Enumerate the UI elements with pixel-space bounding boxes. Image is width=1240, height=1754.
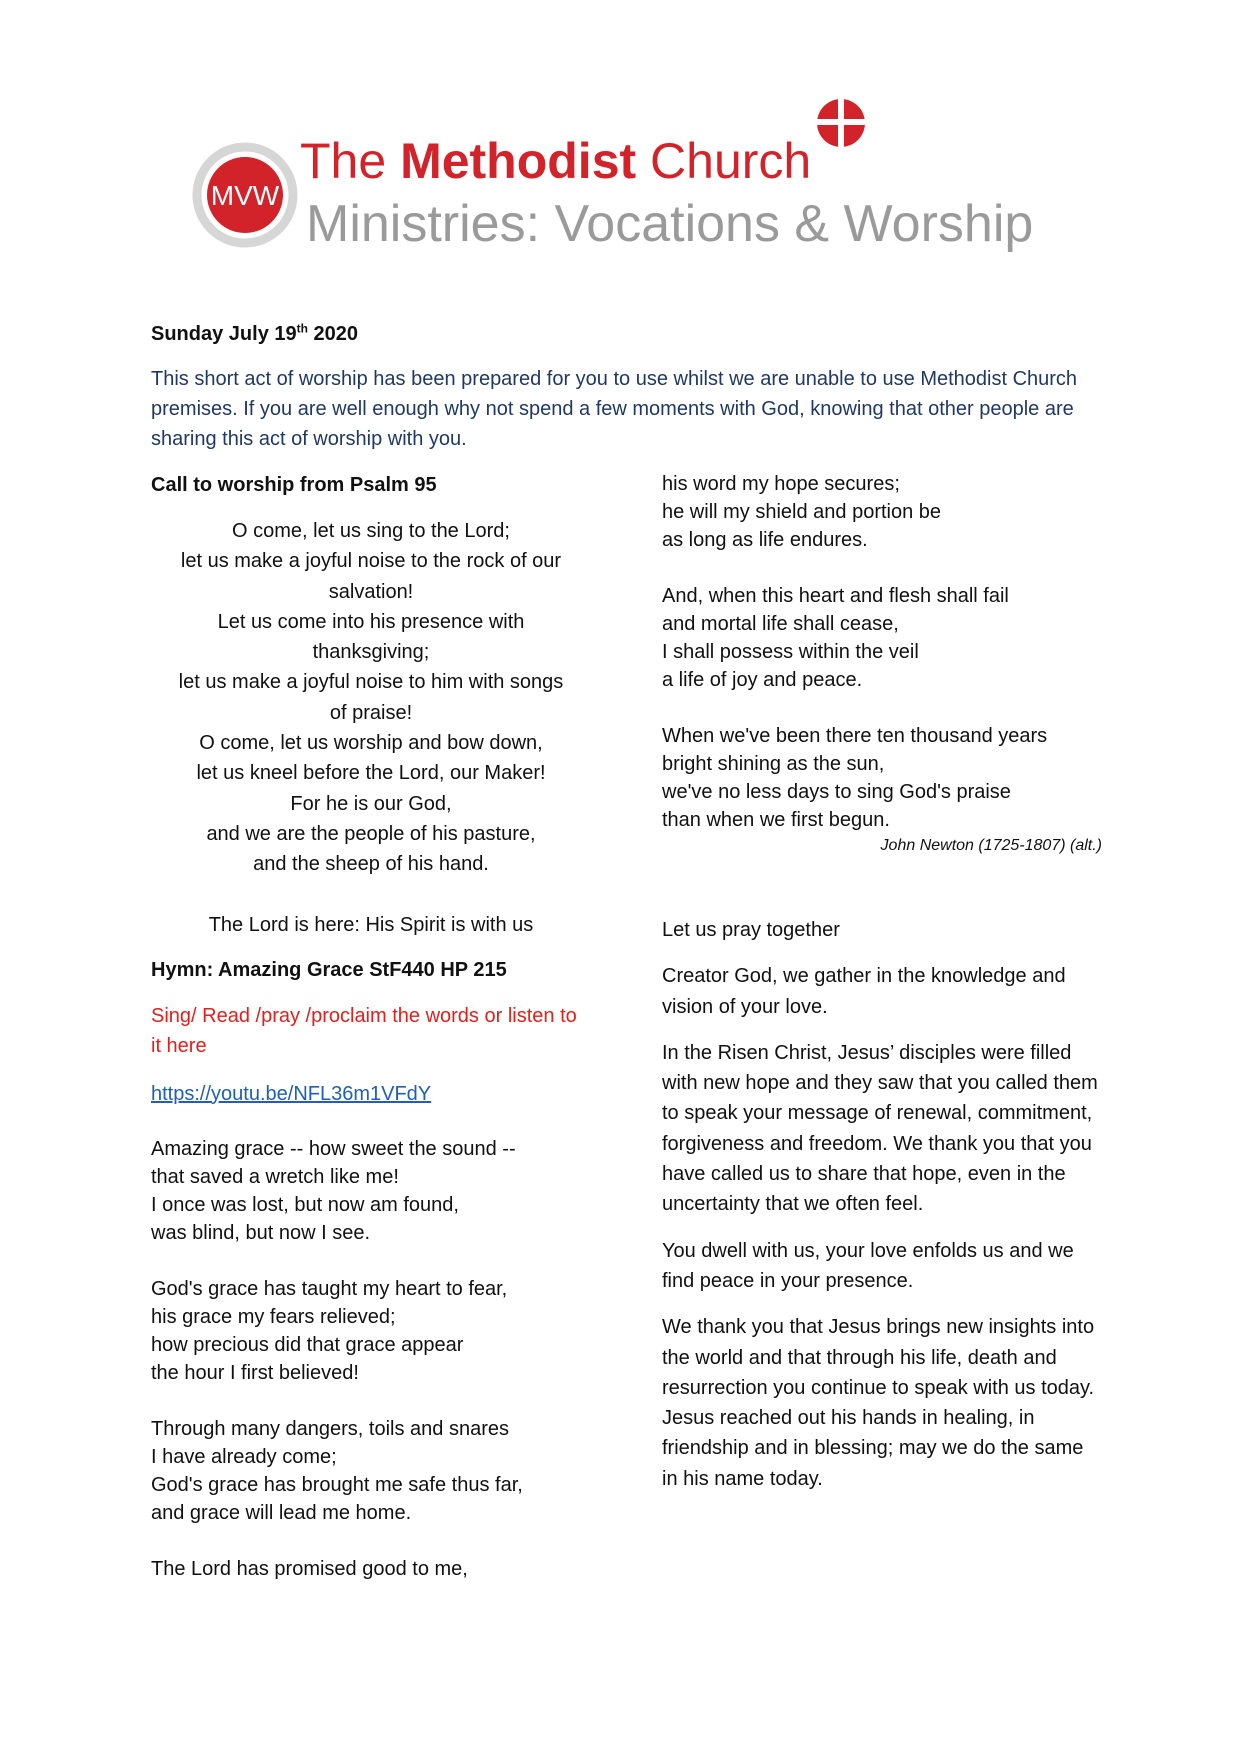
stanza-line: he will my shield and portion be xyxy=(662,501,942,523)
psalm-line: thanksgiving; xyxy=(312,641,430,664)
hymn-attribution: John Newton (1725-1807) (alt.) xyxy=(880,837,1102,854)
hymn-stanza-2 xyxy=(151,1275,591,1387)
stanza-line: And, when this heart and flesh shall fail xyxy=(662,585,1009,607)
right-column xyxy=(662,470,1102,1494)
prayer-paragraph-2: In the Risen Christ, Jesus’ disciples were filled with new hope and they saw that you called them to speak your message of renewal, commitment, forgiveness and freedom. We thank you that you have called us to share that hope, even in the uncertainty that we often feel. xyxy=(662,1041,1098,1216)
hymn-stanza-3 xyxy=(151,1415,591,1527)
psalm-line: and we are the people of his pasture, xyxy=(206,822,536,845)
stanza-line: that saved a wretch like me! xyxy=(151,1165,399,1188)
methodist-logo-header xyxy=(192,92,1092,262)
psalm-line: salvation! xyxy=(328,580,414,603)
psalm-line: of praise! xyxy=(329,701,413,724)
hymn-stanza-1 xyxy=(151,1135,591,1247)
stanza-line: I once was lost, but now am found, xyxy=(151,1193,459,1216)
psalm-line: let us kneel before the Lord, our Maker! xyxy=(196,762,546,785)
hymn-stanza-6 xyxy=(662,722,1102,834)
stanza-line: how precious did that grace appear xyxy=(151,1333,464,1356)
logo-title-church: Church xyxy=(636,133,812,189)
logo-mark-text: MVW xyxy=(210,180,280,211)
stanza-line: his word my hope secures; xyxy=(662,473,900,495)
date-suffix: th xyxy=(296,321,308,336)
psalm-line: let us make a joyful noise to him with songs xyxy=(178,671,564,694)
psalm-line: Let us come into his presence with xyxy=(217,610,525,633)
stanza-line: than when we first begun. xyxy=(662,809,890,831)
call-response: The Lord is here: His Spirit is with us xyxy=(208,913,534,936)
psalm-line: For he is our God, xyxy=(290,792,452,815)
stanza-line: The Lord has promised good to me, xyxy=(151,1557,468,1580)
hymn-stanza-4-continued xyxy=(662,470,1102,554)
left-column xyxy=(151,470,591,1583)
stanza-line: God's grace has taught my heart to fear, xyxy=(151,1277,508,1300)
logo-title xyxy=(300,133,812,189)
hymn-stanza-4-start xyxy=(151,1555,591,1583)
stanza-line: When we've been there ten thousand years xyxy=(662,725,1048,747)
hymn-youtube-link[interactable]: https://youtu.be/NFL36m1VFdY xyxy=(151,1082,432,1105)
stanza-line: Through many dangers, toils and snares xyxy=(151,1417,509,1440)
prayer-paragraph-4: We thank you that Jesus brings new insights into the world and that through his life, death and resurrection you continue to speak with us today. Jesus reached out his hands in healing, in friendship and in blessing; may we do the same in his name today. xyxy=(662,1316,1095,1490)
prayer-paragraph-3: You dwell with us, your love enfolds us and we find peace in your presence. xyxy=(662,1239,1074,1292)
mvw-logo-icon xyxy=(192,142,298,248)
stanza-line: I have already come; xyxy=(151,1445,337,1468)
stanza-line: and grace will lead me home. xyxy=(151,1501,412,1524)
date-main: Sunday July 19 xyxy=(151,323,297,345)
logo-subtitle: Ministries: Vocations & Worship xyxy=(306,195,1034,253)
stanza-line: Amazing grace -- how sweet the sound -- xyxy=(151,1137,516,1160)
cross-and-globe-icon xyxy=(816,98,866,148)
stanza-line: was blind, but now I see. xyxy=(151,1221,371,1244)
prayer-paragraph-1: Creator God, we gather in the knowledge and vision of your love. xyxy=(662,965,1066,1018)
hymn-stanza-5 xyxy=(662,582,1102,694)
psalm-line: O come, let us sing to the Lord; xyxy=(232,520,510,542)
logo-title-the: The xyxy=(300,133,401,189)
stanza-line: we've no less days to sing God's praise xyxy=(662,781,1011,803)
stanza-line: God's grace has brought me safe thus far, xyxy=(151,1473,523,1496)
stanza-line: his grace my fears relieved; xyxy=(151,1305,396,1328)
hymn-heading: Hymn: Amazing Grace StF440 HP 215 xyxy=(151,958,507,981)
logo-title-methodist: Methodist xyxy=(400,133,637,189)
stanza-line: as long as life endures. xyxy=(662,529,868,551)
call-to-worship-heading: Call to worship from Psalm 95 xyxy=(151,474,437,496)
stanza-line: the hour I first believed! xyxy=(151,1361,359,1384)
prayer-heading: Let us pray together xyxy=(662,919,840,941)
psalm-line: let us make a joyful noise to the rock of our xyxy=(180,550,562,573)
psalm-line: and the sheep of his hand. xyxy=(253,853,489,876)
hymn-instruction: Sing/ Read /pray /proclaim the words or listen to it here xyxy=(151,1004,577,1057)
stanza-line: a life of joy and peace. xyxy=(662,669,863,691)
stanza-line: and mortal life shall cease, xyxy=(662,613,899,635)
stanza-line: I shall possess within the veil xyxy=(662,641,919,663)
service-date xyxy=(151,319,358,349)
psalm-text xyxy=(151,516,591,880)
intro-paragraph: This short act of worship has been prepared for you to use whilst we are unable to use Methodist Church premises. If you are well enough why not spend a few moments with God, knowing that other people are sharing this act of worship with you. xyxy=(151,368,1078,450)
psalm-line: O come, let us worship and bow down, xyxy=(199,732,543,755)
stanza-line: bright shining as the sun, xyxy=(662,753,885,775)
date-year: 2020 xyxy=(307,323,359,345)
